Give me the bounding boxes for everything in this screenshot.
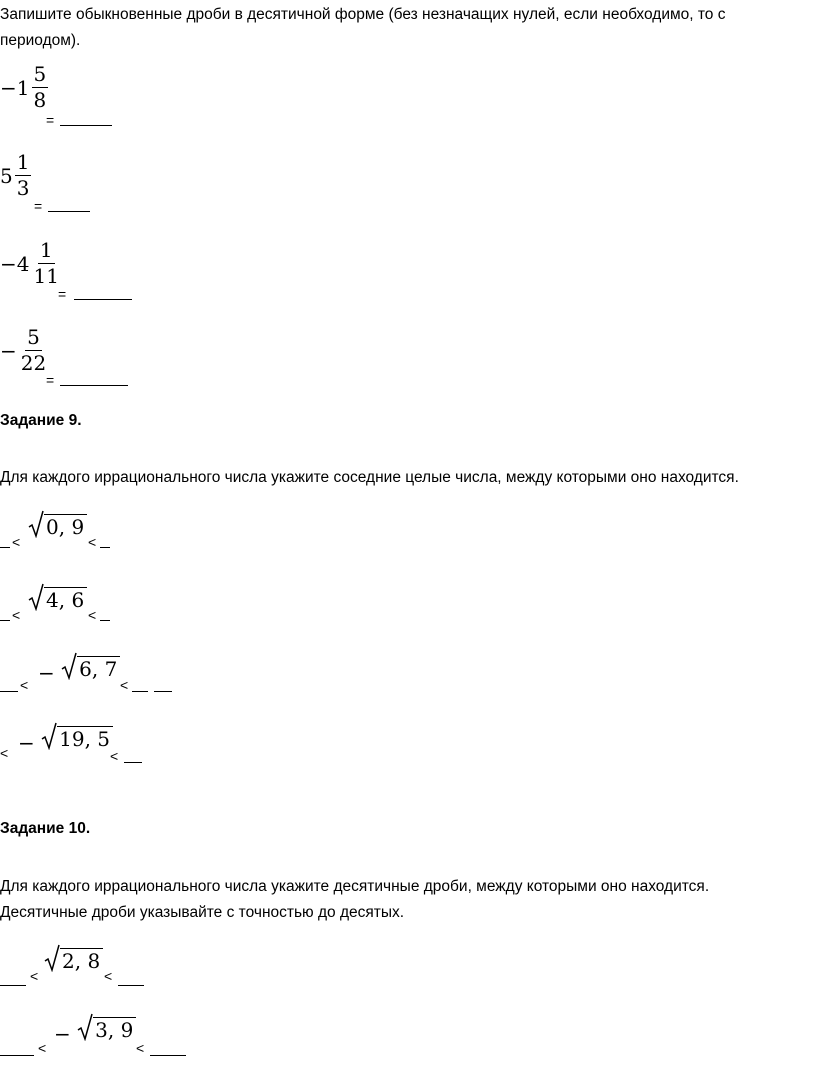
task9-text: Для каждого иррационального числа укажите соседние целые числа, между которыми оно находится. <box>0 469 739 486</box>
answer-blank[interactable] <box>154 690 172 692</box>
answer-line-1 <box>46 112 54 128</box>
radicand: 4, 6 <box>44 587 87 611</box>
intro-line-1: Запишите обыкновенные дроби в десятичной форме (без незначащих нулей, если необходимо, то с <box>0 6 726 23</box>
answer-blank[interactable] <box>0 984 26 986</box>
expression-sign: − <box>54 1022 71 1046</box>
sqrt-expression-4 <box>18 722 113 753</box>
task10-text-line-2: Десятичные дроби указывайте с точностью до десятых. <box>0 904 405 921</box>
less-than-sign: < <box>30 968 39 984</box>
less-than-sign: < <box>12 607 21 623</box>
fraction-4 <box>0 327 48 374</box>
radicand: 3, 9 <box>93 1017 136 1041</box>
radical-icon <box>28 510 44 538</box>
answer-blank[interactable] <box>118 984 144 986</box>
answer-line-3 <box>58 286 66 302</box>
answer-line-2 <box>34 198 42 214</box>
fraction-1 <box>0 64 48 111</box>
task9-title: Задание 9. <box>0 412 82 429</box>
answer-blank[interactable] <box>100 619 110 621</box>
expression-sign: − <box>38 661 55 685</box>
radical-icon <box>28 583 44 611</box>
sqrt-expression-1 <box>28 510 87 541</box>
answer-blank[interactable] <box>0 619 10 621</box>
expression-sign: − <box>18 731 35 755</box>
fraction-whole: 1 <box>16 75 30 100</box>
less-than-sign: < <box>38 1040 47 1056</box>
fraction-whole: 5 <box>0 163 13 188</box>
answer-blank[interactable] <box>60 384 128 386</box>
radical-icon <box>44 944 60 972</box>
fraction-numerator: 1 <box>39 238 53 262</box>
fraction-sign: − <box>0 338 17 363</box>
less-than-sign: < <box>88 607 97 623</box>
radical-icon <box>61 652 77 680</box>
radicand: 6, 7 <box>77 656 120 680</box>
sqrt-expression-3 <box>38 652 120 683</box>
less-than-sign: < <box>110 748 119 764</box>
answer-blank[interactable] <box>0 546 10 548</box>
fraction-numerator: 5 <box>27 325 40 349</box>
task10-title: Задание 10. <box>0 820 91 837</box>
equals-sign: = <box>58 286 67 302</box>
less-than-sign: < <box>20 677 29 693</box>
fraction-denominator: 22 <box>20 351 47 375</box>
less-than-sign: < <box>104 968 113 984</box>
equals-sign: = <box>46 112 55 128</box>
fraction-whole: 4 <box>16 251 30 276</box>
fraction-sign: − <box>0 75 17 100</box>
answer-blank[interactable] <box>124 761 142 763</box>
less-than-sign: < <box>0 745 9 761</box>
equals-sign: = <box>34 198 43 214</box>
less-than-sign: < <box>136 1040 145 1056</box>
answer-blank[interactable] <box>100 546 110 548</box>
fraction-sign: − <box>0 251 17 276</box>
intro-line-2: периодом). <box>0 32 81 49</box>
less-than-sign: < <box>88 534 97 550</box>
answer-line-4 <box>46 372 54 388</box>
answer-blank[interactable] <box>74 298 132 300</box>
answer-blank[interactable] <box>0 1054 34 1056</box>
radicand: 0, 9 <box>44 514 87 538</box>
task10-text-line-1: Для каждого иррационального числа укажите десятичные дроби, между которыми оно находится. <box>0 878 710 895</box>
fraction-3 <box>0 240 61 287</box>
less-than-sign: < <box>120 677 129 693</box>
intro-text <box>0 2 800 54</box>
answer-blank[interactable] <box>132 690 148 692</box>
fraction-denominator: 8 <box>33 88 47 112</box>
answer-blank[interactable] <box>48 210 90 212</box>
answer-blank[interactable] <box>60 124 112 126</box>
answer-blank[interactable] <box>0 690 18 692</box>
less-than-sign: < <box>12 534 21 550</box>
radicand: 19, 5 <box>57 726 113 750</box>
answer-blank[interactable] <box>150 1054 186 1056</box>
fraction-2 <box>0 152 31 199</box>
task10-text <box>0 874 800 926</box>
fraction-numerator: 1 <box>16 150 30 174</box>
radical-icon <box>77 1013 93 1041</box>
fraction-numerator: 5 <box>33 62 47 86</box>
fraction-denominator: 11 <box>33 264 59 288</box>
equals-sign: = <box>46 372 55 388</box>
sqrt-expression-5 <box>44 944 103 975</box>
sqrt-expression-6 <box>54 1013 136 1044</box>
radical-icon <box>41 722 57 750</box>
fraction-denominator: 3 <box>16 176 30 200</box>
sqrt-expression-2 <box>28 583 87 614</box>
radicand: 2, 8 <box>60 948 103 972</box>
